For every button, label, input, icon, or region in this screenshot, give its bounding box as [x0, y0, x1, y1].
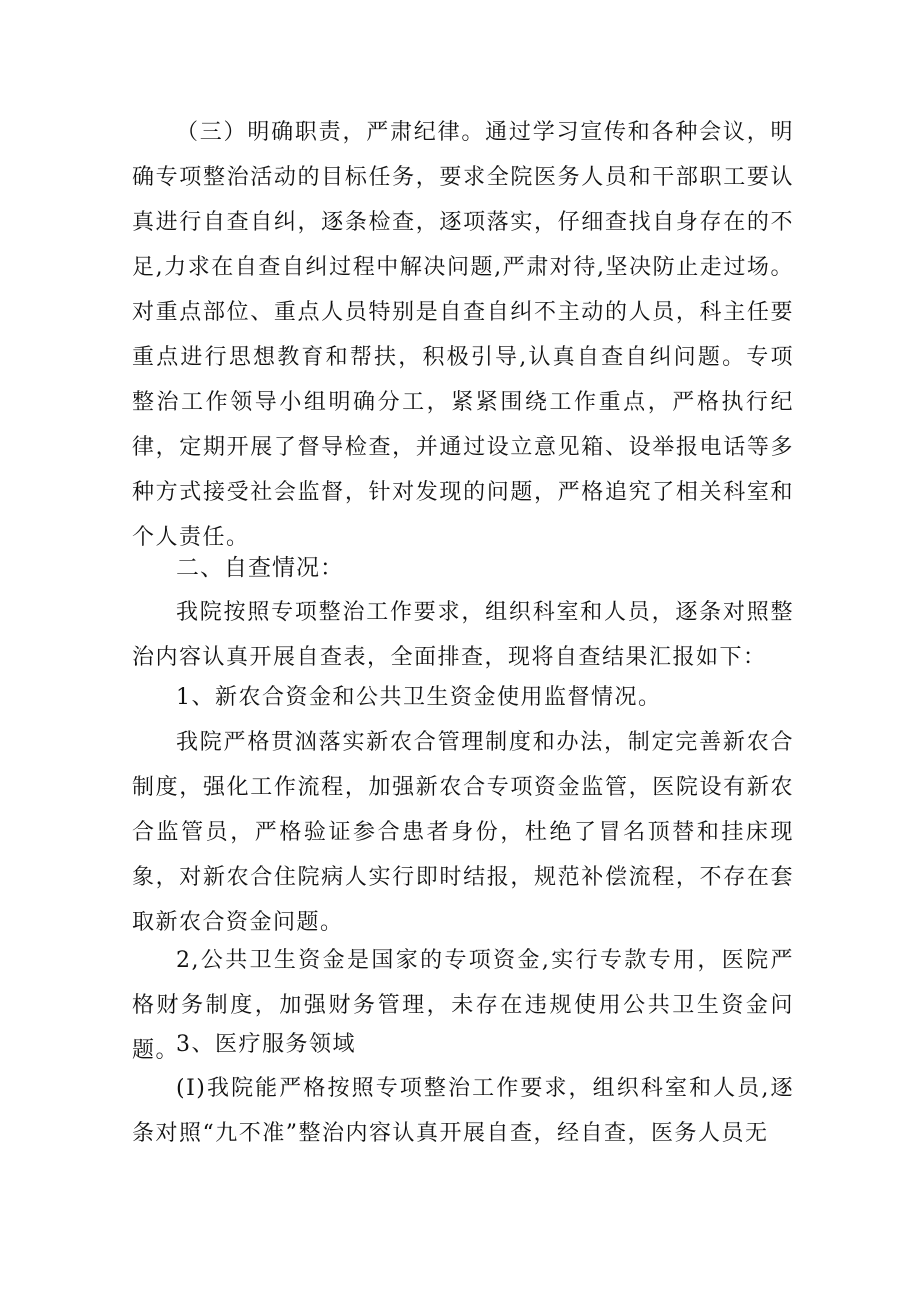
paragraph-self-inspection-intro: 我院按照专项整治工作要求，组织科室和人员，逐条对照整治内容认真开展自查表，全面排查，现将自查结果汇报如下： [132, 600, 794, 670]
paragraph-new-rural-cooperative: 我院严格贯汹落实新农合管理制度和办法，制定完善新农合制度，强化工作流程，加强新农合专项资金监管，医院设有新农合监管员，严格验证参合患者身份，杜绝了冒名顶替和挂床现象，对新农合住院病人实行即时结报，规范补偿流程，不存在套取新农合资金问题。 [132, 730, 794, 935]
item-heading-medical-service: 3、医疗服务领域 [176, 1032, 356, 1057]
item-heading-fund-supervision: 1、新农合资金和公共卫生资金使用监督情况。 [176, 685, 662, 710]
paragraph-public-health-funds: 2,公共卫生资金是国家的专项资金,实行专款专用，医院严格财务制度，加强财务管理，未存在违规使用公共卫生资金问题。 [132, 948, 794, 1063]
paragraph-nine-prohibitions: (I)我院能严格按照专项整治工作要求，组织科室和人员,逐条对照“九不准”整治内容认真开展自查，经自查，医务人员无 [132, 1076, 794, 1146]
section-heading-self-inspection: 二、自查情况： [176, 555, 344, 581]
paragraph-duties-discipline: （三）明确职责，严肃纪律。通过学习宣传和各种会议，明确专项整治活动的目标任务，要求全院医务人员和干部职工要认真进行自查自纠，逐条检查，逐项落实，仔细查找自身存在的不足,力求在自查自纠过程中解决问题,严肃对待,坚决防止走过场。对重点部位、重点人员特别是自查自纠不主动的人员，科主任要重点进行思想教育和帮扶，积极引导,认真自查自纠问题。专项整治工作领导小组明确分工，紧紧围绕工作重点，严格执行纪律，定期开展了督导检查，并通过设立意见箱、设举报电话等多种方式接受社会监督，针对发现的问题，严格追究了相关科室和个人责任。 [132, 120, 794, 550]
